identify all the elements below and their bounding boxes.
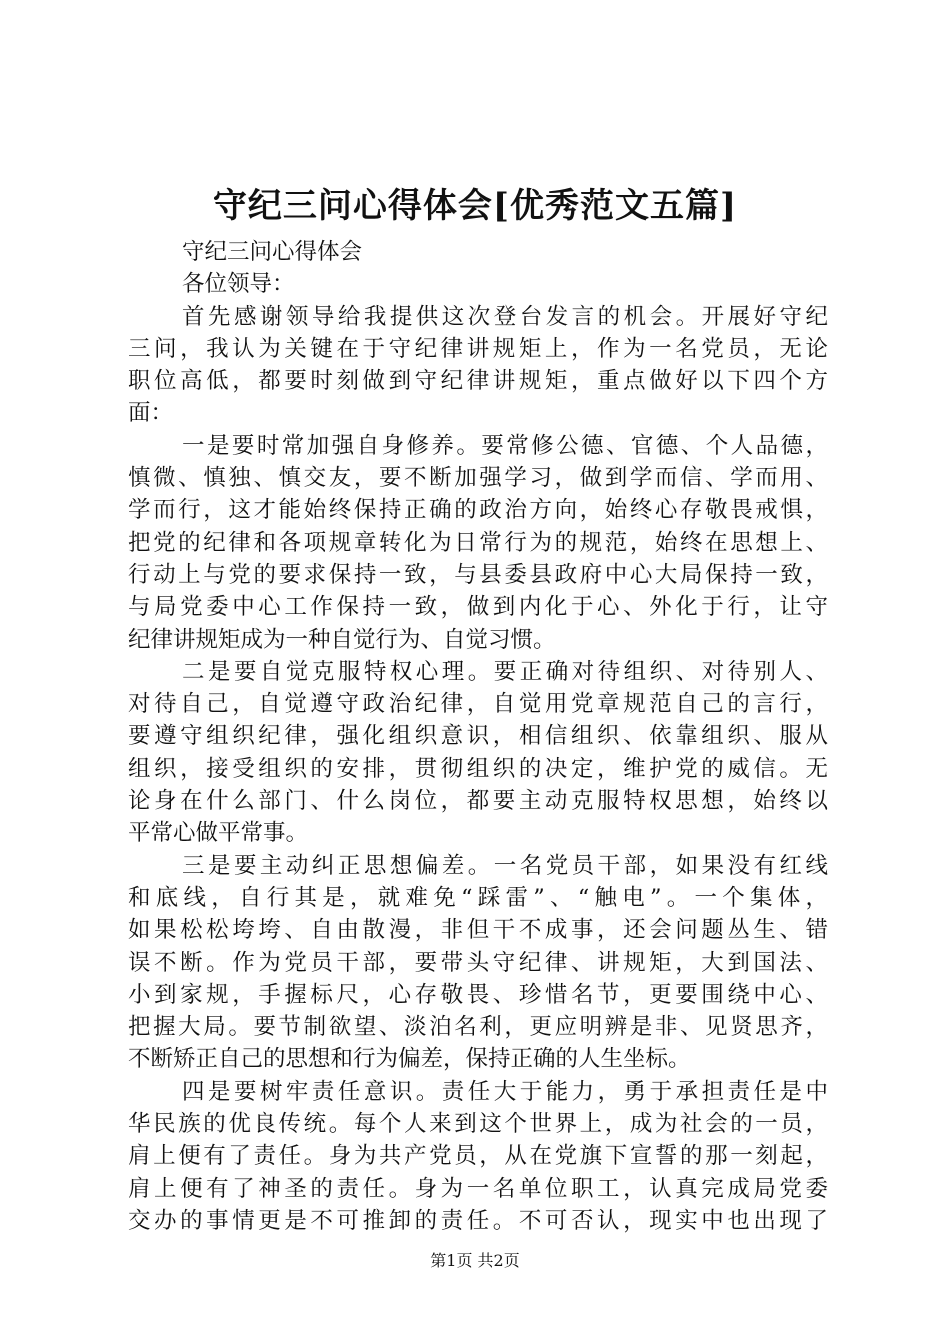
paragraph-line: 职位高低，都要时刻做到守纪律讲规矩，重点做好以下四个方 <box>128 368 828 395</box>
paragraph-line: 肩上便有了神圣的责任。身为一名单位职工，认真完成局党委 <box>128 1175 828 1202</box>
paragraph-line: 肩上便有了责任。身为共产党员，从在党旗下宣誓的那一刻起， <box>128 1143 828 1170</box>
paragraph-line: 四是要树牢责任意识。责任大于能力，勇于承担责任是中 <box>182 1078 828 1105</box>
paragraph-line: 要遵守组织纪律，强化组织意识，相信组织、依靠组织、服从 <box>128 723 828 750</box>
paragraph-line: 小到家规，手握标尺，心存敬畏、珍惜名节，更要围绕中心、 <box>128 981 828 1008</box>
paragraph-line: 一是要时常加强自身修养。要常修公德、官德、个人品德， <box>182 432 828 459</box>
subtitle-line: 守纪三问心得体会 <box>182 239 363 265</box>
paragraph-line: 慎微、慎独、慎交友，要不断加强学习，做到学而信、学而用、 <box>128 465 828 492</box>
paragraph-line: 纪律讲规矩成为一种自觉行为、自觉习惯。 <box>128 626 556 653</box>
paragraph-line: 对待自己，自觉遵守政治纪律，自觉用党章规范自己的言行， <box>128 691 828 718</box>
paragraph-line: 华民族的优良传统。每个人来到这个世界上，成为社会的一员， <box>128 1111 828 1138</box>
paragraph-line: 论身在什么部门、什么岗位，都要主动克服特权思想，始终以 <box>128 788 828 815</box>
paragraph-line: 把握大局。要节制欲望、淡泊名利，更应明辨是非、见贤思齐， <box>128 1014 828 1041</box>
document-title: 守纪三问心得体会[优秀范文五篇] <box>212 186 738 226</box>
page-footer: 第1页 共2页 <box>430 1251 520 1270</box>
paragraph-line: 平常心做平常事。 <box>128 820 309 847</box>
paragraph-line: 误不断。作为党员干部，要带头守纪律、讲规矩，大到国法、 <box>128 949 828 976</box>
paragraph-line: 学而行，这才能始终保持正确的政治方向，始终心存敬畏戒惧， <box>128 497 828 524</box>
paragraph-line: 三是要主动纠正思想偏差。一名党员干部，如果没有红线 <box>182 852 828 879</box>
paragraph-line: 不断矫正自己的思想和行为偏差，保持正确的人生坐标。 <box>128 1046 691 1073</box>
salutation-line: 各位领导： <box>182 271 295 298</box>
document-body <box>128 236 828 1237</box>
paragraph-line: 把党的纪律和各项规章转化为日常行为的规范，始终在思想上、 <box>128 529 828 556</box>
paragraph-line: 面： <box>128 400 174 427</box>
paragraph-line: 二是要自觉克服特权心理。要正确对待组织、对待别人、 <box>182 658 828 685</box>
paragraph-line: 行动上与党的要求保持一致，与县委县政府中心大局保持一致， <box>128 561 828 588</box>
paragraph-line: 三问，我认为关键在于守纪律讲规矩上，作为一名党员，无论 <box>128 335 828 362</box>
paragraph-line: 交办的事情更是不可推卸的责任。不可否认，现实中也出现了 <box>128 1207 828 1234</box>
paragraph-line: 和底线，自行其是，就难免“踩雷”、“触电”。一个集体， <box>128 884 828 911</box>
paragraph-line: 组织，接受组织的安排，贯彻组织的决定，维护党的威信。无 <box>128 755 828 782</box>
paragraph-line: 与局党委中心工作保持一致，做到内化于心、外化于行，让守 <box>128 594 828 621</box>
paragraph-line: 如果松松垮垮、自由散漫，非但干不成事，还会问题丛生、错 <box>128 917 828 944</box>
paragraph-line: 首先感谢领导给我提供这次登台发言的机会。开展好守纪 <box>182 303 828 330</box>
